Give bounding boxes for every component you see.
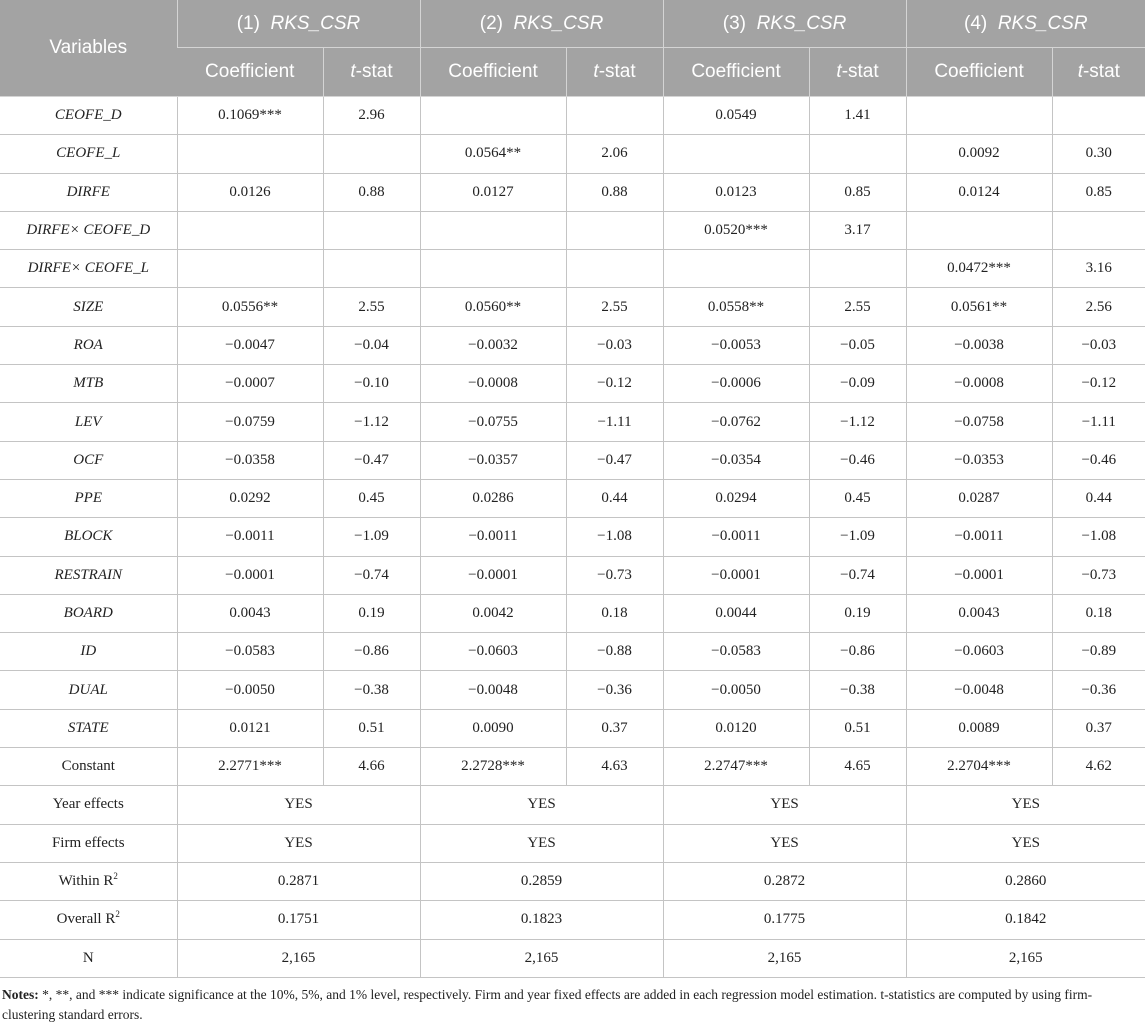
- coefficient-cell: −0.0001: [177, 556, 323, 594]
- table-row: [0, 211, 1145, 249]
- tstat-cell: 0.51: [323, 709, 420, 747]
- tstat-cell: [809, 250, 906, 288]
- model-header: [663, 0, 906, 48]
- table-row: [0, 479, 1145, 517]
- coefficient-cell: 0.0292: [177, 479, 323, 517]
- table-row: [0, 288, 1145, 326]
- tstat-cell: 2.55: [323, 288, 420, 326]
- tstat-cell: 0.30: [1052, 135, 1145, 173]
- variable-label: ROA: [0, 326, 177, 364]
- variable-label: CEOFE_L: [0, 135, 177, 173]
- variable-label: STATE: [0, 709, 177, 747]
- tstat-cell: −0.47: [566, 441, 663, 479]
- tstat-cell: 0.44: [566, 479, 663, 517]
- coefficient-cell: −0.0011: [177, 518, 323, 556]
- summary-cell: YES: [420, 824, 663, 862]
- coefficient-cell: 0.0092: [906, 135, 1052, 173]
- coefficient-cell: 0.0472***: [906, 250, 1052, 288]
- summary-cell: 0.2871: [177, 862, 420, 900]
- summary-row: [0, 862, 1145, 900]
- coefficient-cell: 0.0287: [906, 479, 1052, 517]
- tstat-cell: −1.09: [323, 518, 420, 556]
- tstat-cell: 0.19: [809, 594, 906, 632]
- tstat-cell: −1.08: [566, 518, 663, 556]
- coefficient-cell: 0.0286: [420, 479, 566, 517]
- summary-cell: YES: [906, 824, 1145, 862]
- coefficient-cell: [420, 250, 566, 288]
- summary-cell: 2,165: [177, 939, 420, 977]
- coefficient-cell: 0.0124: [906, 173, 1052, 211]
- tstat-cell: −0.36: [566, 671, 663, 709]
- coefficient-cell: −0.0011: [906, 518, 1052, 556]
- tstat-cell: [566, 250, 663, 288]
- coefficient-cell: −0.0007: [177, 365, 323, 403]
- model-name: RKS_CSR: [270, 12, 361, 34]
- tstat-cell: 4.63: [566, 748, 663, 786]
- tstat-cell: 0.37: [566, 709, 663, 747]
- tstat-cell: 0.51: [809, 709, 906, 747]
- variable-label: SIZE: [0, 288, 177, 326]
- tstat-cell: −0.04: [323, 326, 420, 364]
- summary-cell: 0.2860: [906, 862, 1145, 900]
- tstat-cell: −0.10: [323, 365, 420, 403]
- coefficient-cell: −0.0755: [420, 403, 566, 441]
- coefficient-cell: [663, 250, 809, 288]
- tstat-cell: [566, 211, 663, 249]
- coefficient-cell: 2.2771***: [177, 748, 323, 786]
- summary-cell: YES: [663, 786, 906, 824]
- tstat-cell: [1052, 211, 1145, 249]
- table-row: [0, 250, 1145, 288]
- table-row: [0, 709, 1145, 747]
- coefficient-cell: [420, 97, 566, 135]
- tstat-cell: −0.86: [809, 633, 906, 671]
- coefficient-cell: −0.0050: [177, 671, 323, 709]
- coefficient-cell: −0.0001: [420, 556, 566, 594]
- summary-cell: 2,165: [906, 939, 1145, 977]
- summary-row: [0, 939, 1145, 977]
- coefficient-cell: [177, 211, 323, 249]
- tstat-cell: [323, 211, 420, 249]
- coefficient-cell: −0.0603: [906, 633, 1052, 671]
- notes-text: *, **, and *** indicate significance at the 10%, 5%, and 1% level, respectively. Firm and year fixed effects are added in each regression model estimation. t-statistics are computed by using firm-clustering standard errors.: [2, 987, 1093, 1022]
- coefficient-cell: −0.0008: [420, 365, 566, 403]
- coefficient-cell: −0.0053: [663, 326, 809, 364]
- tstat-cell: 4.65: [809, 748, 906, 786]
- tstat-cell: −0.03: [1052, 326, 1145, 364]
- coefficient-cell: 0.0127: [420, 173, 566, 211]
- table-row: [0, 441, 1145, 479]
- tstat-cell: 0.45: [809, 479, 906, 517]
- table-row: [0, 403, 1145, 441]
- tstat-cell: 2.56: [1052, 288, 1145, 326]
- summary-cell: 0.1751: [177, 901, 420, 939]
- tstat-cell: −0.12: [1052, 365, 1145, 403]
- table-row: [0, 135, 1145, 173]
- tstat-cell: −0.89: [1052, 633, 1145, 671]
- coefficient-cell: −0.0011: [420, 518, 566, 556]
- coefficient-cell: 0.0549: [663, 97, 809, 135]
- tstat-cell: −1.12: [809, 403, 906, 441]
- model-name: RKS_CSR: [513, 12, 604, 34]
- coefficient-cell: −0.0759: [177, 403, 323, 441]
- coefficient-cell: 0.0043: [906, 594, 1052, 632]
- coefficient-cell: [420, 211, 566, 249]
- summary-cell: YES: [177, 824, 420, 862]
- table-row: [0, 594, 1145, 632]
- model-name: RKS_CSR: [756, 12, 847, 34]
- tstat-cell: −0.36: [1052, 671, 1145, 709]
- summary-label: Firm effects: [0, 824, 177, 862]
- coefficient-cell: 0.1069***: [177, 97, 323, 135]
- summary-cell: 0.2872: [663, 862, 906, 900]
- summary-label: Overall $R^2$: [0, 901, 177, 939]
- coefficient-cell: −0.0008: [906, 365, 1052, 403]
- variable-label: LEV: [0, 403, 177, 441]
- tstat-cell: 0.37: [1052, 709, 1145, 747]
- coefficient-cell: [177, 135, 323, 173]
- tstat-cell: −0.12: [566, 365, 663, 403]
- variable-label: DUAL: [0, 671, 177, 709]
- coefficient-cell: 0.0560**: [420, 288, 566, 326]
- tstat-cell: −1.11: [1052, 403, 1145, 441]
- coefficient-cell: 0.0043: [177, 594, 323, 632]
- tstat-cell: −0.73: [566, 556, 663, 594]
- coefficient-cell: 2.2704***: [906, 748, 1052, 786]
- tstat-cell: 0.44: [1052, 479, 1145, 517]
- tstat-cell: −0.05: [809, 326, 906, 364]
- summary-cell: YES: [177, 786, 420, 824]
- table-body: [0, 97, 1145, 978]
- variable-label: BLOCK: [0, 518, 177, 556]
- summary-cell: YES: [420, 786, 663, 824]
- tstat-cell: −0.09: [809, 365, 906, 403]
- tstat-cell: 0.18: [566, 594, 663, 632]
- tstat-cell: −0.74: [809, 556, 906, 594]
- variable-label: BOARD: [0, 594, 177, 632]
- model-number: (1): [236, 12, 260, 34]
- model-number: (2): [479, 12, 503, 34]
- tstat-cell: −0.46: [809, 441, 906, 479]
- model-header: [906, 0, 1145, 48]
- coefficient-cell: −0.0758: [906, 403, 1052, 441]
- coefficient-cell: −0.0354: [663, 441, 809, 479]
- tstat-cell: 1.41: [809, 97, 906, 135]
- table-row: [0, 518, 1145, 556]
- coefficient-cell: 2.2728***: [420, 748, 566, 786]
- coefficient-cell: [177, 250, 323, 288]
- table-row: [0, 365, 1145, 403]
- tstat-cell: 2.55: [809, 288, 906, 326]
- model-header: [177, 0, 420, 48]
- tstat-cell: 3.17: [809, 211, 906, 249]
- tstat-cell: −1.08: [1052, 518, 1145, 556]
- model-header: [420, 0, 663, 48]
- coefficient-cell: −0.0011: [663, 518, 809, 556]
- tstat-cell: 0.45: [323, 479, 420, 517]
- table-row: [0, 671, 1145, 709]
- table-notes: [2, 985, 1142, 1025]
- model-number: (3): [722, 12, 746, 34]
- coefficient-cell: 2.2747***: [663, 748, 809, 786]
- coefficient-cell: 0.0294: [663, 479, 809, 517]
- summary-cell: YES: [663, 824, 906, 862]
- coefficient-cell: −0.0032: [420, 326, 566, 364]
- coefficient-cell: 0.0520***: [663, 211, 809, 249]
- tstat-cell: −1.12: [323, 403, 420, 441]
- summary-cell: YES: [906, 786, 1145, 824]
- summary-cell: 0.1775: [663, 901, 906, 939]
- summary-cell: 2,165: [663, 939, 906, 977]
- table-row: [0, 326, 1145, 364]
- tstat-cell: 2.96: [323, 97, 420, 135]
- coefficient-header: Coefficient: [420, 48, 566, 97]
- tstat-cell: 0.88: [566, 173, 663, 211]
- summary-label: Within $R^2$: [0, 862, 177, 900]
- coefficient-cell: 0.0090: [420, 709, 566, 747]
- coefficient-cell: 0.0120: [663, 709, 809, 747]
- variable-label: DIRFE: [0, 173, 177, 211]
- coefficient-cell: −0.0048: [906, 671, 1052, 709]
- summary-row: [0, 824, 1145, 862]
- variable-label: CEOFE_D: [0, 97, 177, 135]
- coefficient-cell: [663, 135, 809, 173]
- tstat-header: t-stat: [1052, 48, 1145, 97]
- tstat-cell: 3.16: [1052, 250, 1145, 288]
- coefficient-cell: −0.0048: [420, 671, 566, 709]
- tstat-cell: 0.19: [323, 594, 420, 632]
- table-row: [0, 173, 1145, 211]
- tstat-cell: [323, 135, 420, 173]
- tstat-cell: [809, 135, 906, 173]
- table-row: [0, 748, 1145, 786]
- tstat-cell: [1052, 97, 1145, 135]
- model-name: RKS_CSR: [997, 12, 1088, 34]
- header-row-models: [0, 0, 1145, 48]
- coefficient-cell: [906, 211, 1052, 249]
- coefficient-header: Coefficient: [177, 48, 323, 97]
- coefficient-cell: 0.0123: [663, 173, 809, 211]
- summary-label: N: [0, 939, 177, 977]
- tstat-cell: 0.18: [1052, 594, 1145, 632]
- coefficient-cell: 0.0564**: [420, 135, 566, 173]
- coefficient-cell: −0.0001: [906, 556, 1052, 594]
- coefficient-cell: 0.0556**: [177, 288, 323, 326]
- tstat-cell: −0.88: [566, 633, 663, 671]
- coefficient-cell: −0.0047: [177, 326, 323, 364]
- coefficient-cell: 0.0561**: [906, 288, 1052, 326]
- coefficient-header: Coefficient: [663, 48, 809, 97]
- model-number: (4): [964, 12, 988, 34]
- summary-label: Year effects: [0, 786, 177, 824]
- coefficient-cell: 0.0126: [177, 173, 323, 211]
- tstat-cell: −0.03: [566, 326, 663, 364]
- coefficient-cell: 0.0042: [420, 594, 566, 632]
- tstat-cell: −0.38: [323, 671, 420, 709]
- coefficient-cell: −0.0353: [906, 441, 1052, 479]
- variable-label: ID: [0, 633, 177, 671]
- coefficient-cell: −0.0358: [177, 441, 323, 479]
- tstat-cell: 2.06: [566, 135, 663, 173]
- coefficient-cell: −0.0603: [420, 633, 566, 671]
- tstat-cell: −0.73: [1052, 556, 1145, 594]
- tstat-cell: 4.66: [323, 748, 420, 786]
- coefficient-cell: [906, 97, 1052, 135]
- summary-row: [0, 901, 1145, 939]
- coefficient-cell: 0.0044: [663, 594, 809, 632]
- tstat-cell: 0.88: [323, 173, 420, 211]
- tstat-header: t-stat: [323, 48, 420, 97]
- tstat-cell: −0.74: [323, 556, 420, 594]
- variable-label: Constant: [0, 748, 177, 786]
- coefficient-cell: −0.0583: [663, 633, 809, 671]
- coefficient-cell: −0.0762: [663, 403, 809, 441]
- summary-row: [0, 786, 1145, 824]
- tstat-cell: 4.62: [1052, 748, 1145, 786]
- notes-label: Notes:: [2, 987, 39, 1002]
- tstat-header: t-stat: [566, 48, 663, 97]
- tstat-cell: 0.85: [809, 173, 906, 211]
- coefficient-cell: −0.0357: [420, 441, 566, 479]
- coefficient-cell: 0.0089: [906, 709, 1052, 747]
- tstat-cell: [323, 250, 420, 288]
- variable-label: RESTRAIN: [0, 556, 177, 594]
- tstat-cell: 0.85: [1052, 173, 1145, 211]
- tstat-cell: −1.09: [809, 518, 906, 556]
- table-row: [0, 556, 1145, 594]
- table-row: [0, 97, 1145, 135]
- tstat-cell: [566, 97, 663, 135]
- summary-cell: 2,165: [420, 939, 663, 977]
- tstat-cell: −0.47: [323, 441, 420, 479]
- coefficient-cell: −0.0038: [906, 326, 1052, 364]
- coefficient-cell: 0.0558**: [663, 288, 809, 326]
- summary-cell: 0.1842: [906, 901, 1145, 939]
- coefficient-cell: −0.0050: [663, 671, 809, 709]
- variable-label: DIRFE× CEOFE_L: [0, 250, 177, 288]
- tstat-header: t-stat: [809, 48, 906, 97]
- variable-label: PPE: [0, 479, 177, 517]
- tstat-cell: −1.11: [566, 403, 663, 441]
- coefficient-cell: −0.0001: [663, 556, 809, 594]
- coefficient-cell: 0.0121: [177, 709, 323, 747]
- variable-label: MTB: [0, 365, 177, 403]
- tstat-cell: 2.55: [566, 288, 663, 326]
- variables-header: Variables: [0, 0, 177, 97]
- variable-label: DIRFE× CEOFE_D: [0, 211, 177, 249]
- tstat-cell: −0.46: [1052, 441, 1145, 479]
- coefficient-header: Coefficient: [906, 48, 1052, 97]
- table-row: [0, 633, 1145, 671]
- coefficient-cell: −0.0583: [177, 633, 323, 671]
- summary-cell: 0.2859: [420, 862, 663, 900]
- variable-label: OCF: [0, 441, 177, 479]
- summary-cell: 0.1823: [420, 901, 663, 939]
- tstat-cell: −0.38: [809, 671, 906, 709]
- coefficient-cell: −0.0006: [663, 365, 809, 403]
- tstat-cell: −0.86: [323, 633, 420, 671]
